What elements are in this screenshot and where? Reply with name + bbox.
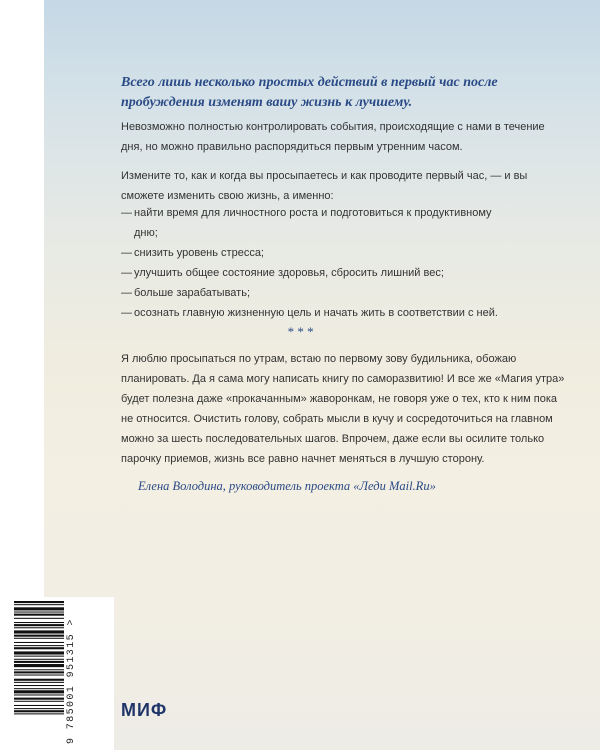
list-item-continuation: дню; [134, 227, 158, 239]
list-item-text: осознать главную жизненную цель и начать жить в соответствии с ней. [134, 307, 498, 319]
list-item [121, 243, 566, 263]
bullet-dash: — [121, 267, 132, 279]
benefits-list [121, 203, 566, 323]
paragraph-intro: Невозможно полностью контролировать события, происходящие с нами в течение дня, но можно правильно распорядиться первым утренним часом. [121, 121, 545, 153]
list-item-text: найти время для личностного роста и подготовиться к продуктивному [134, 207, 492, 219]
barcode-area [0, 597, 114, 750]
review-paragraph: Я люблю просыпаться по утрам, встаю по первому зову будильника, обожаю планировать. Да я сама могу написать книгу по саморазвитию! И все же «Магия утра» будет полезна даже «прокачанным» жаворонкам, не говоря уже о тех, кто к ним пока не относится. Очистить голову, собрать мысли в кучу и сосредоточиться на главном можно за шесть последовательных шагов. Впрочем, даже если вы осилите только парочку приемов, жизнь все равно начнет меняться в лучшую сторону. [121, 353, 565, 465]
isbn-number: 9 785001 951315 > [66, 618, 77, 744]
bullet-dash: — [121, 307, 132, 319]
bullet-dash: — [121, 247, 132, 259]
publisher-logo: МИФ [121, 700, 168, 720]
list-item [121, 203, 566, 243]
review-signature: Елена Володина, руководитель проекта «Леди Mail.Ru» [138, 479, 436, 493]
barcode-icon [14, 597, 102, 750]
list-item [121, 283, 566, 303]
list-item [121, 263, 566, 283]
paragraph-change: Измените то, как и когда вы просыпаетесь и как проводите первый час, — и вы сможете изменить свою жизнь, а именно: [121, 170, 528, 202]
list-item-text: снизить уровень стресса; [134, 247, 264, 259]
section-separator: * * * [287, 324, 313, 339]
list-item-text: больше зарабатывать; [134, 287, 251, 299]
lead-text: Всего лишь несколько простых действий в первый час после пробуждения изменят вашу жизнь к лучшему. [121, 75, 498, 110]
list-item [121, 303, 566, 323]
bullet-dash: — [121, 207, 132, 219]
list-item-text: улучшить общее состояние здоровья, сбросить лишний вес; [134, 267, 444, 279]
bullet-dash: — [121, 287, 132, 299]
